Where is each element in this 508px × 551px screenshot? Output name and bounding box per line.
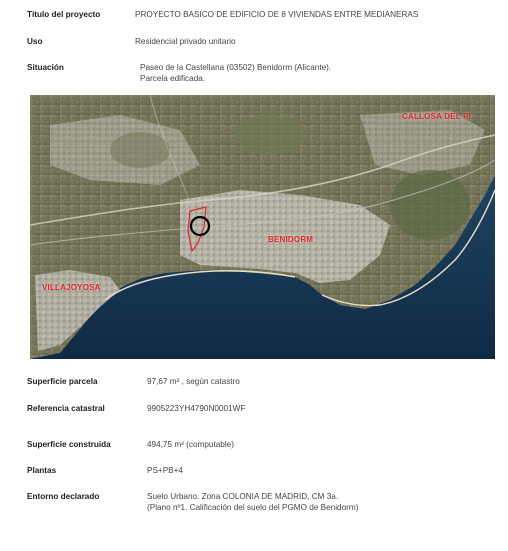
green-area <box>235 115 305 155</box>
zoning-line-1: Suelo Urbano. Zona COLONIA DE MADRID, CM 3a. <box>147 492 339 501</box>
location-line-2: Parcela edificada. <box>140 74 206 83</box>
zoning-line-2: (Plano nº1. Calificación del suelo del PGMO de Benidorm) <box>147 503 359 512</box>
built-area-value: 494,75 m² (computable) <box>147 440 234 449</box>
title-value: PROYECTO BASICO DE EDIFICIO DE 8 VIVIENDAS ENTRE MEDIANERAS <box>135 10 419 19</box>
location-map <box>30 95 495 359</box>
zoning-label: Entorno declarado <box>27 492 100 501</box>
built-area-label: Superficie construida <box>27 440 111 449</box>
label-altea: CALLOSA DEL PI <box>402 112 472 121</box>
plot-area-value: 97,67 m² , según catastro <box>147 377 240 386</box>
location-line-1: Paseo de la Castellana (03502) Benidorm (Alicante). <box>140 63 332 72</box>
title-label: Título del proyecto <box>27 10 101 19</box>
location-label: Situación <box>27 63 64 72</box>
cadastral-label: Referencia catastral <box>27 404 105 413</box>
satellite-image <box>30 95 495 359</box>
floors-value: PS+PB+4 <box>147 466 183 475</box>
zoning-value <box>147 491 358 513</box>
hill-area <box>390 170 470 240</box>
cadastral-value: 9905223YH4790N0001WF <box>147 404 246 413</box>
label-villajoyosa: VILLAJOYOSA <box>42 283 101 292</box>
label-benidorm: BENIDORM <box>268 235 314 244</box>
use-label: Uso <box>27 37 43 46</box>
green-area-west <box>110 132 170 168</box>
plot-area-label: Superficie parcela <box>27 377 98 386</box>
floors-label: Plantas <box>27 466 57 475</box>
use-value: Residencial privado unitario <box>135 37 236 46</box>
location-value <box>140 62 331 84</box>
